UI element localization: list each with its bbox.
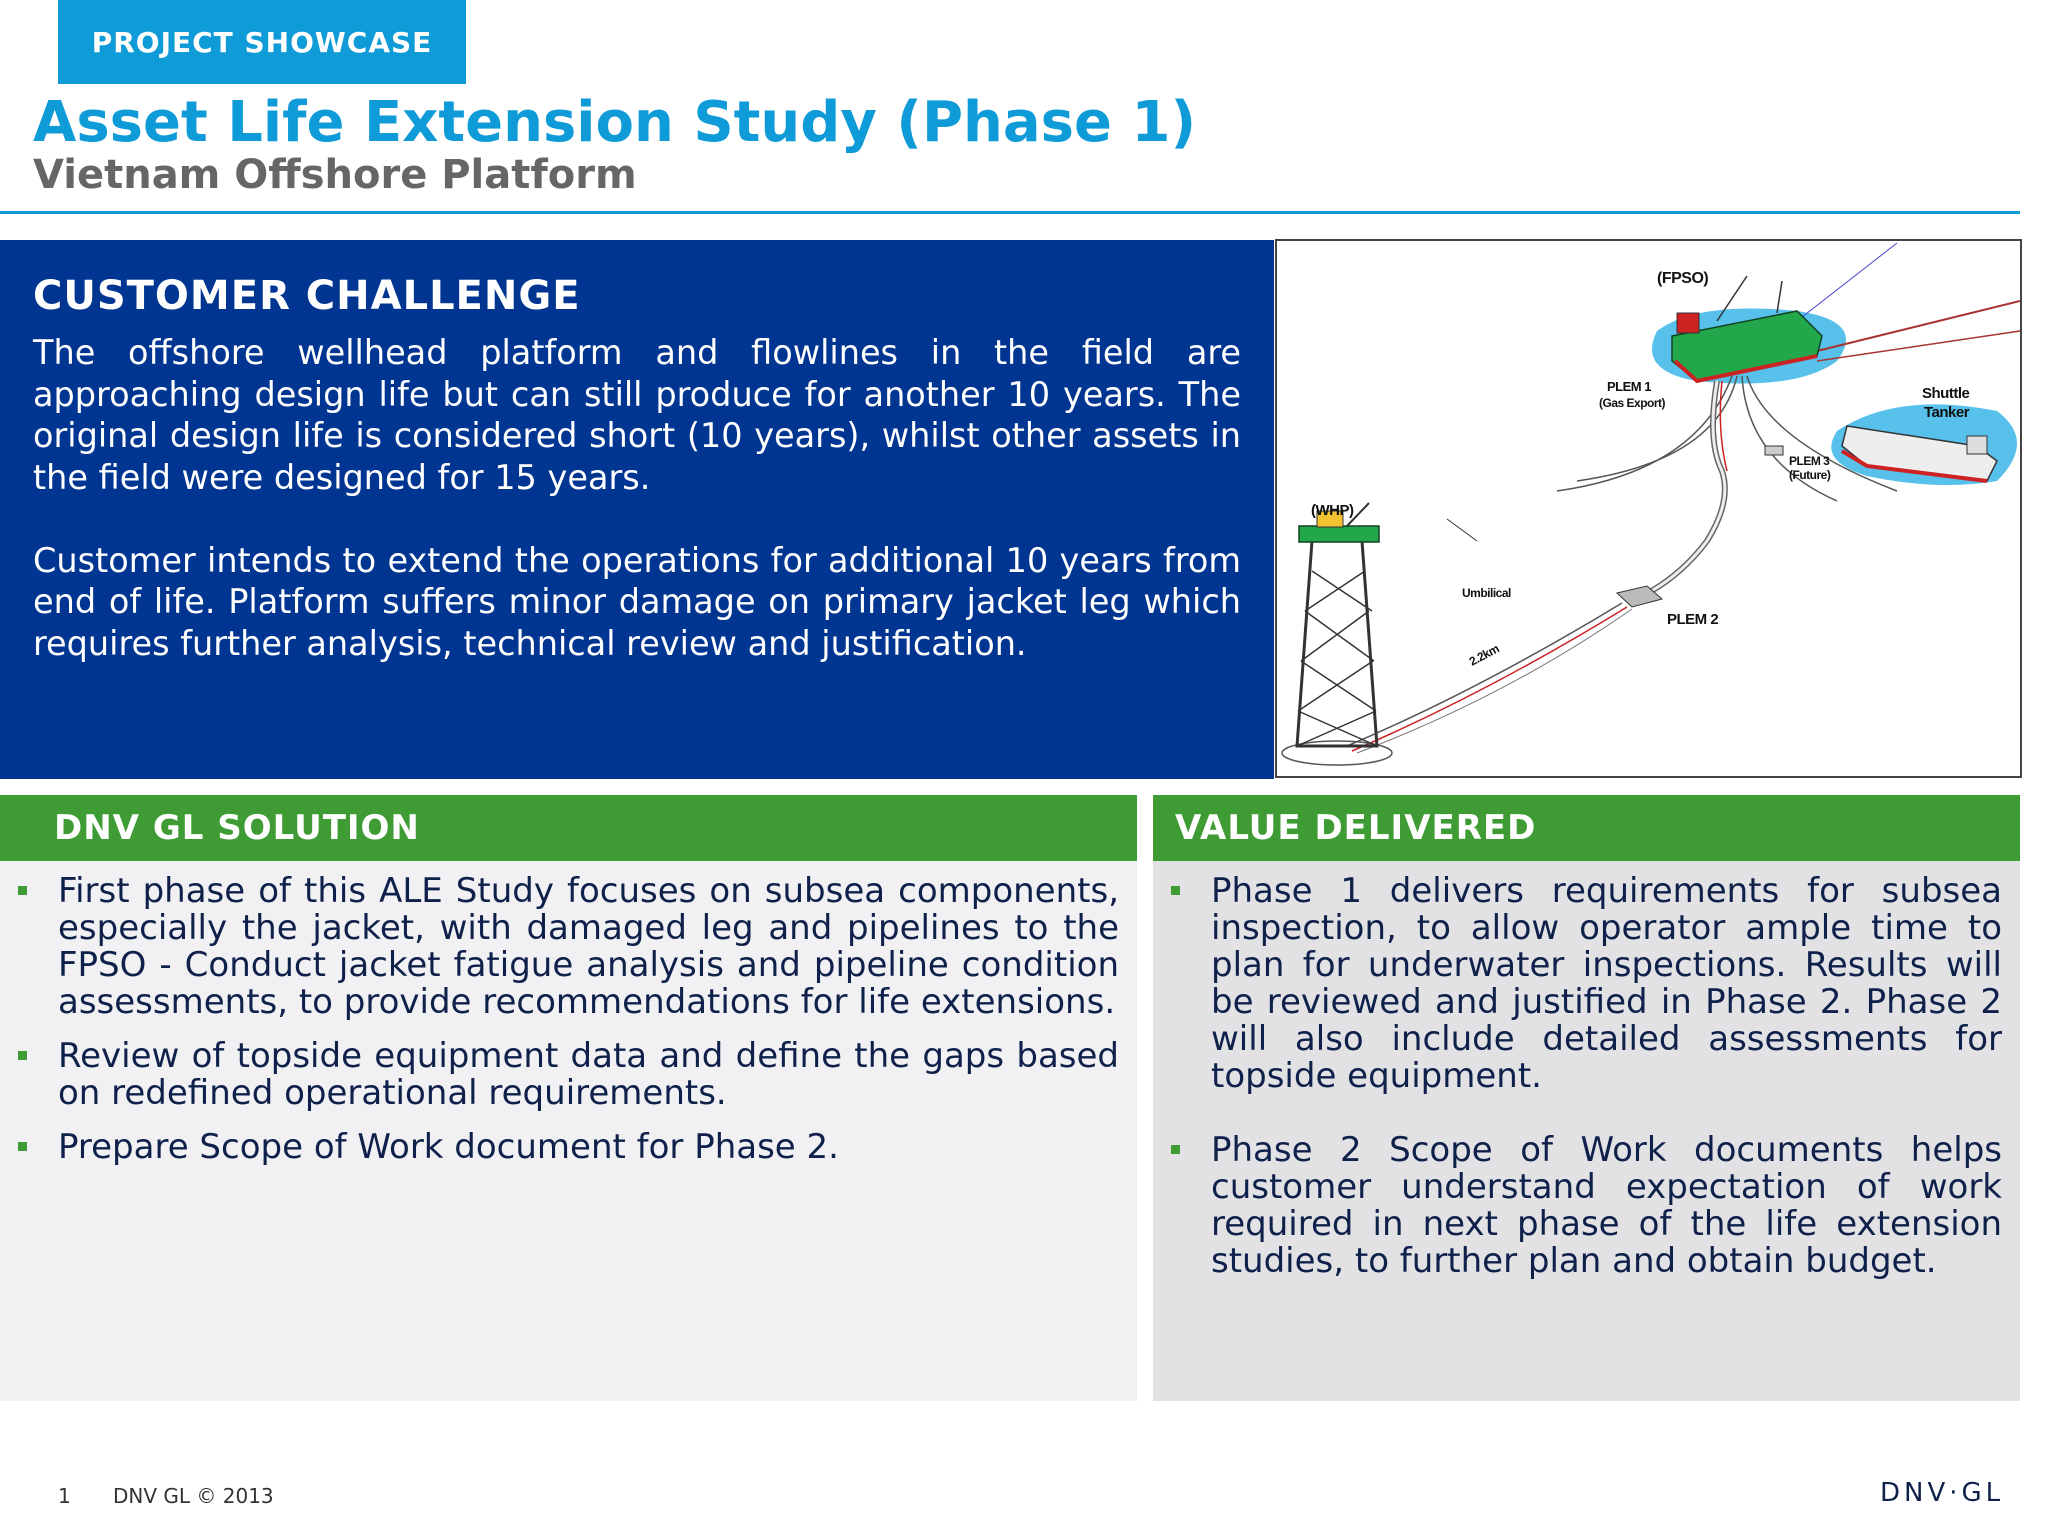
list-item — [18, 1038, 1119, 1112]
section-tag: PROJECT SHOWCASE — [58, 0, 466, 84]
list-item-text: Phase 1 delivers requirements for subsea inspection, to allow operator ample time to plan for underwater inspections. Results will be reviewed and justified in Phase 2. Phase 2 will also include detailed assessments for topside equipment. — [1211, 871, 2002, 1096]
solution-list — [18, 873, 1119, 1166]
umbilical-pointer — [1447, 519, 1477, 541]
label-plem3: PLEM 3 — [1789, 454, 1830, 468]
list-item-text: Review of topside equipment data and define the gaps based on redefined operational requirements. — [58, 1036, 1119, 1113]
copyright-text: DNV GL © 2013 — [113, 1484, 274, 1508]
mooring-line — [1817, 331, 2020, 361]
list-item — [1171, 873, 2002, 1095]
page-number: 1 — [58, 1484, 71, 1508]
header-divider — [0, 211, 2020, 214]
bullet-icon — [18, 1051, 27, 1060]
label-distance: 2.2km — [1466, 641, 1502, 669]
tanker-deckhouse — [1967, 436, 1987, 454]
value-list — [1171, 873, 2002, 1280]
solution-heading: DNV GL SOLUTION — [0, 795, 1137, 861]
mooring-line — [1797, 243, 1897, 321]
value-heading: VALUE DELIVERED — [1153, 795, 2020, 861]
pipeline — [1347, 603, 1622, 746]
bullet-icon — [1171, 1145, 1180, 1154]
label-plem3-sub: (Future) — [1789, 468, 1831, 482]
bullet-icon — [18, 1142, 27, 1151]
list-item-text: First phase of this ALE Study focuses on subsea components, especially the jacket, with damaged leg and pipelines to the FPSO - Conduct jacket fatigue analysis and pipeline condition assessments, to provide recommendations for life extensions. — [58, 871, 1119, 1022]
solution-body — [0, 861, 1137, 1401]
list-item — [18, 1129, 1119, 1166]
customer-challenge-panel — [0, 240, 1274, 779]
page-subtitle: Vietnam Offshore Platform — [33, 152, 637, 198]
label-umbilical: Umbilical — [1462, 586, 1511, 600]
label-fpso: (FPSO) — [1657, 270, 1709, 287]
riser-bundle — [1632, 381, 1725, 601]
mooring-line — [1817, 301, 2020, 351]
label-plem1: PLEM 1 — [1607, 379, 1651, 394]
fpso-mast — [1777, 281, 1782, 313]
label-tanker: Tanker — [1924, 404, 1970, 421]
bullet-icon — [1171, 886, 1180, 895]
whp-topside — [1299, 526, 1379, 542]
bullet-icon — [18, 886, 27, 895]
challenge-text — [33, 332, 1241, 706]
challenge-heading: CUSTOMER CHALLENGE — [33, 273, 581, 319]
challenge-paragraph: The offshore wellhead platform and flowlines in the field are approaching design life but can still produce for another 10 years. The original design life is considered short (10 years), whilst other assets in the field were designed for 15 years. — [33, 333, 1241, 497]
label-plem2: PLEM 2 — [1667, 611, 1719, 628]
challenge-paragraph: Customer intends to extend the operations for additional 10 years from end of life. Platform suffers minor damage on primary jacket leg which requires further analysis, technical review and justification. — [33, 540, 1241, 663]
pipeline — [1357, 609, 1632, 753]
label-whp: (WHP) — [1311, 502, 1354, 519]
label-shuttle: Shuttle — [1922, 385, 1970, 402]
solution-panel — [0, 795, 1137, 1401]
field-layout-diagram — [1275, 239, 2022, 778]
riser — [1742, 376, 1837, 501]
label-plem1-sub: (Gas Export) — [1599, 396, 1666, 410]
list-item — [1171, 1132, 2002, 1280]
dnvgl-logo: DNV·GL — [1880, 1478, 2005, 1508]
field-layout-svg — [1277, 241, 2020, 776]
page-title: Asset Life Extension Study (Phase 1) — [33, 90, 1197, 155]
list-item-text: Phase 2 Scope of Work documents helps customer understand expectation of work required in next phase of the life extension studies, to further plan and obtain budget. — [1211, 1130, 2002, 1281]
list-item-text: Prepare Scope of Work document for Phase 2. — [58, 1127, 839, 1167]
plem3-block — [1765, 446, 1783, 455]
value-body — [1153, 861, 2020, 1401]
list-item — [18, 873, 1119, 1021]
fpso-deckhouse — [1677, 313, 1699, 333]
value-panel — [1153, 795, 2020, 1401]
